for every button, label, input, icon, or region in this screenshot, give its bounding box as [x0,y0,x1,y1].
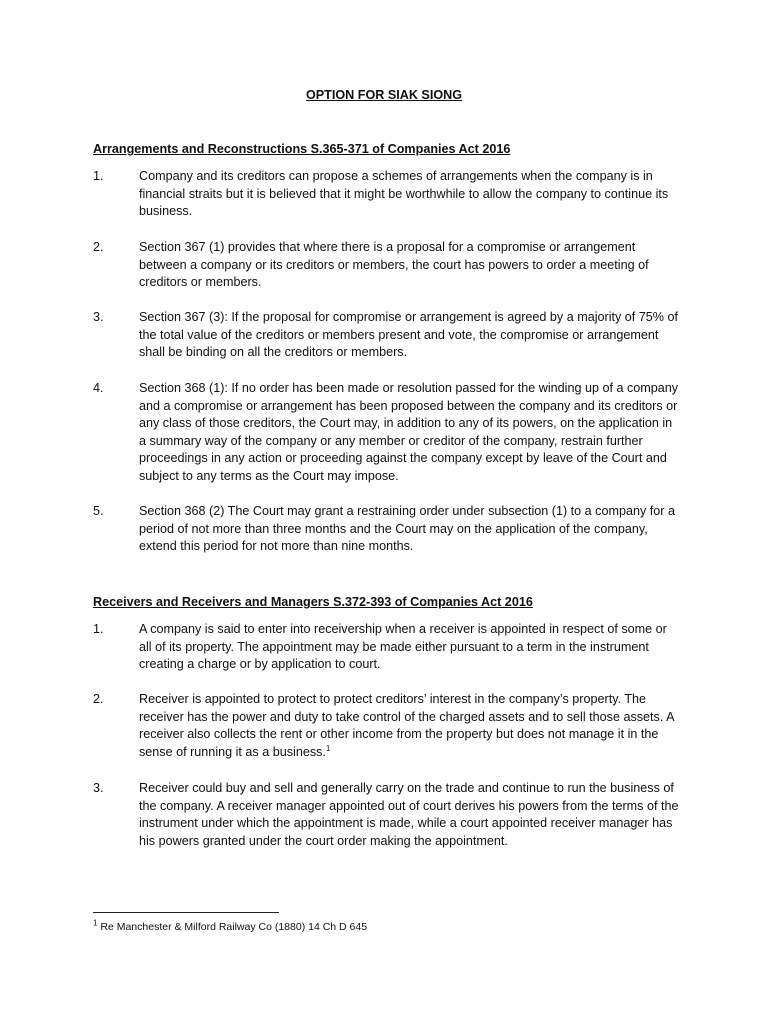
list-item-number: 3. [93,781,104,795]
list-item-number: 1. [93,622,104,636]
section-heading-receivers: Receivers and Receivers and Managers S.372-393 of Companies Act 2016 [93,595,533,609]
section-heading-arrangements: Arrangements and Reconstructions S.365-371 of Companies Act 2016 [93,142,511,156]
footnote-separator [93,912,279,913]
list-item-number: 2. [93,692,104,706]
list-item-number: 1. [93,169,104,183]
list-item-text: Receiver is appointed to protect to protect creditors’ interest in the company’s property. The receiver has the power and duty to take control of the charged assets and to sell those assets. A receiver also collects the rent or other income from the property but does not manage it in the sense of running it as a business. [139,692,674,759]
list-item-text: Company and its creditors can propose a schemes of arrangements when the company is in financial straits but it is believed that it might be worthwhile to allow the company to continue its business. [139,169,669,219]
list-item-number: 3. [93,310,104,324]
list-item-number: 2. [93,240,104,254]
list-item-text: A company is said to enter into receivership when a receiver is appointed in respect of some or all of its property. The appointment may be made either pursuant to a term in the instrument creating a charge or by application to court. [139,622,667,672]
list-item-number: 4. [93,381,104,395]
list-item-text: Section 367 (1) provides that where there is a proposal for a compromise or arrangement between a company or its creditors or members, the court has powers to order a meeting of creditors or members. [139,240,649,290]
footnote [93,920,367,934]
list-item-text: Receiver could buy and sell and generally carry on the trade and continue to run the business of the company. A receiver manager appointed out of court derives his powers from the terms of the instrument under which the appointment is made, while a court appointed receiver manager has his powers granted under the court order making the appointment. [139,781,679,848]
list-item-text-container [139,691,679,761]
footnote-text: Re Manchester & Milford Railway Co (1880) 14 Ch D 645 [97,921,368,933]
list-item-text: Section 367 (3): If the proposal for compromise or arrangement is agreed by a majority of 75% of the total value of the creditors or members present and vote, the compromise or arrangement shall be binding on all the creditors or members. [139,310,678,360]
list-item-text: Section 368 (1): If no order has been made or resolution passed for the winding up of a company and a compromise or arrangement has been proposed between the company and its creditors or any class of those creditors, the Court may, in addition to any of its powers, on the application in a summary way of the company or any member or creditor of the company, restrain further proceedings in any action or proceeding against the company except by leave of the Court and subject to any terms as the Court may impose. [139,381,679,483]
list-item-number: 5. [93,504,104,518]
list-item-text: Section 368 (2) The Court may grant a restraining order under subsection (1) to a company for a period of not more than three months and the Court may on the application of the company, extend this period for not more than nine months. [139,504,675,554]
footnote-reference[interactable]: 1 [325,743,331,753]
document-title: OPTION FOR SIAK SIONG [305,88,463,102]
footnote-marker: 1 [93,918,98,928]
